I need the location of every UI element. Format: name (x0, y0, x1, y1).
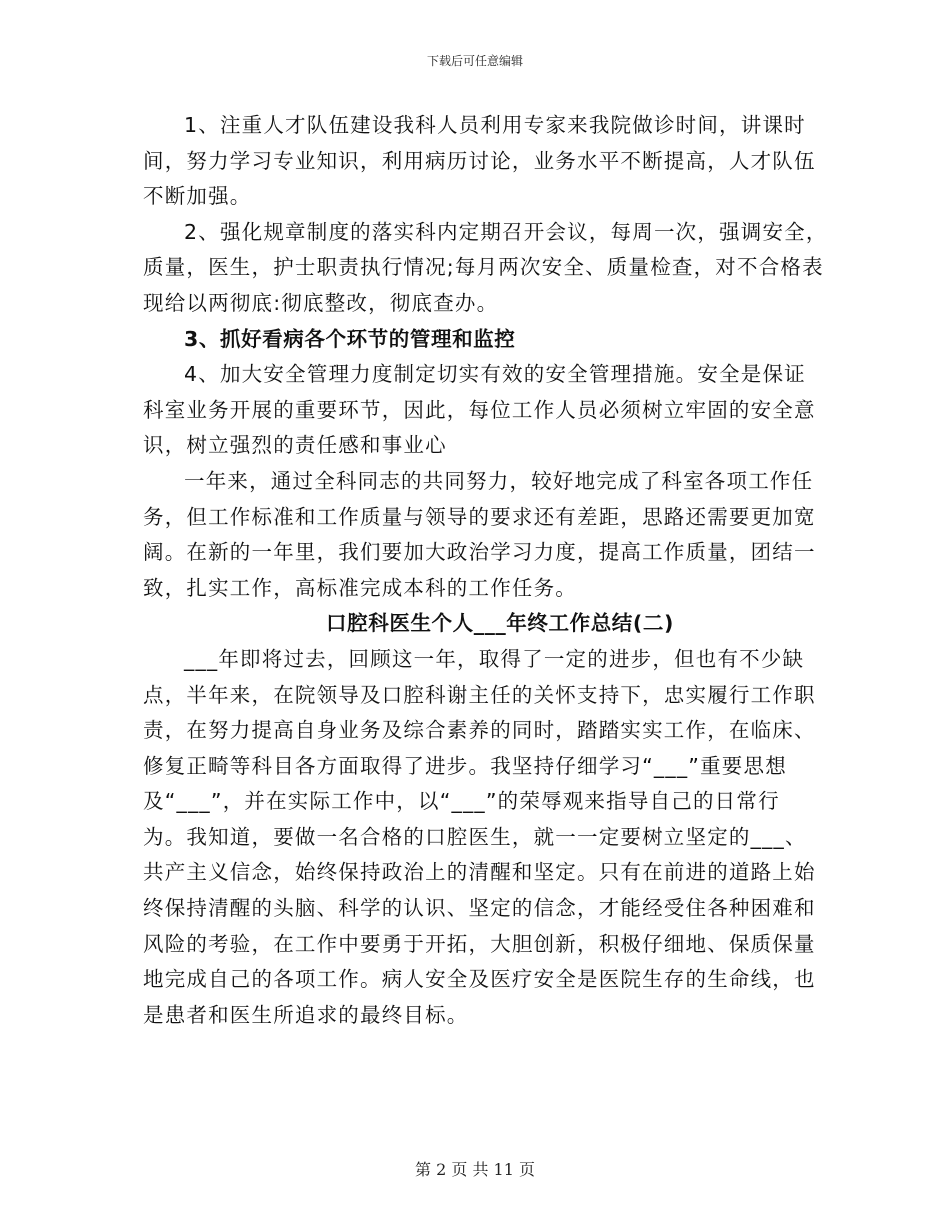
paragraph-6: ___年即将过去，回顾这一年，取得了一定的进步，但也有不少缺点，半年来，在院领导及口腔科谢主任的关怀支持下，忠实履行工作职责，在努力提高自身业务及综合素养的同时，踏踏实实工作，在临床、修复正畸等科目各方面取得了进步。我坚持仔细学习“___”重要思想及“___”，并在实际工作中，以“___”的荣辱观来指导自己的日常行为。我知道，要做一名合格的口腔医生，就一一定要树立坚定的___、共产主义信念，始终保持政治上的清醒和坚定。只有在前进的道路上始终保持清醒的头脑、科学的认识、坚定的信念，才能经受住各种困难和风险的考验，在工作中要勇于开拓，大胆创新，积极仔细地、保质保量地完成自己的各项工作。病人安全及医疗安全是医院生存的生命线，也是患者和医生所追求的最终目标。 (143, 646, 816, 1027)
paragraph-5: 一年来，通过全科同志的共同努力，较好地完成了科室各项工作任务，但工作标准和工作质量与领导的要求还有差距，思路还需要更加宽阔。在新的一年里，我们要加大政治学习力度，提高工作质量，团结一致，扎实工作，高标准完成本科的工作任务。 (143, 468, 816, 600)
subheading-3: 3、抓好看病各个环节的管理和监控 (184, 326, 516, 351)
paragraph-2: 2、强化规章制度的落实科内定期召开会议，每周一次，强调安全，质量，医生，护士职责执行情况;每月两次安全、质量检查，对不合格表现给以两彻底:彻底整改，彻底查办。 (143, 219, 828, 315)
document-body (143, 108, 828, 1033)
page-number: 第 2 页 共 11 页 (415, 1160, 535, 1179)
paragraph-4: 4、加大安全管理力度制定切实有效的安全管理措施。安全是保证科室业务开展的重要环节，因此，每位工作人员必须树立牢固的安全意识，树立强烈的责任感和事业心 (143, 362, 816, 458)
section-title: 口腔科医生个人___年终工作总结(二) (326, 611, 674, 636)
paragraph-1: 1、注重人才队伍建设我科人员利用专家来我院做诊时间，讲课时间，努力学习专业知识，利用病历讨论，业务水平不断提高，人才队伍不断加强。 (143, 113, 816, 209)
header-note: 下载后可任意编辑 (426, 54, 523, 68)
